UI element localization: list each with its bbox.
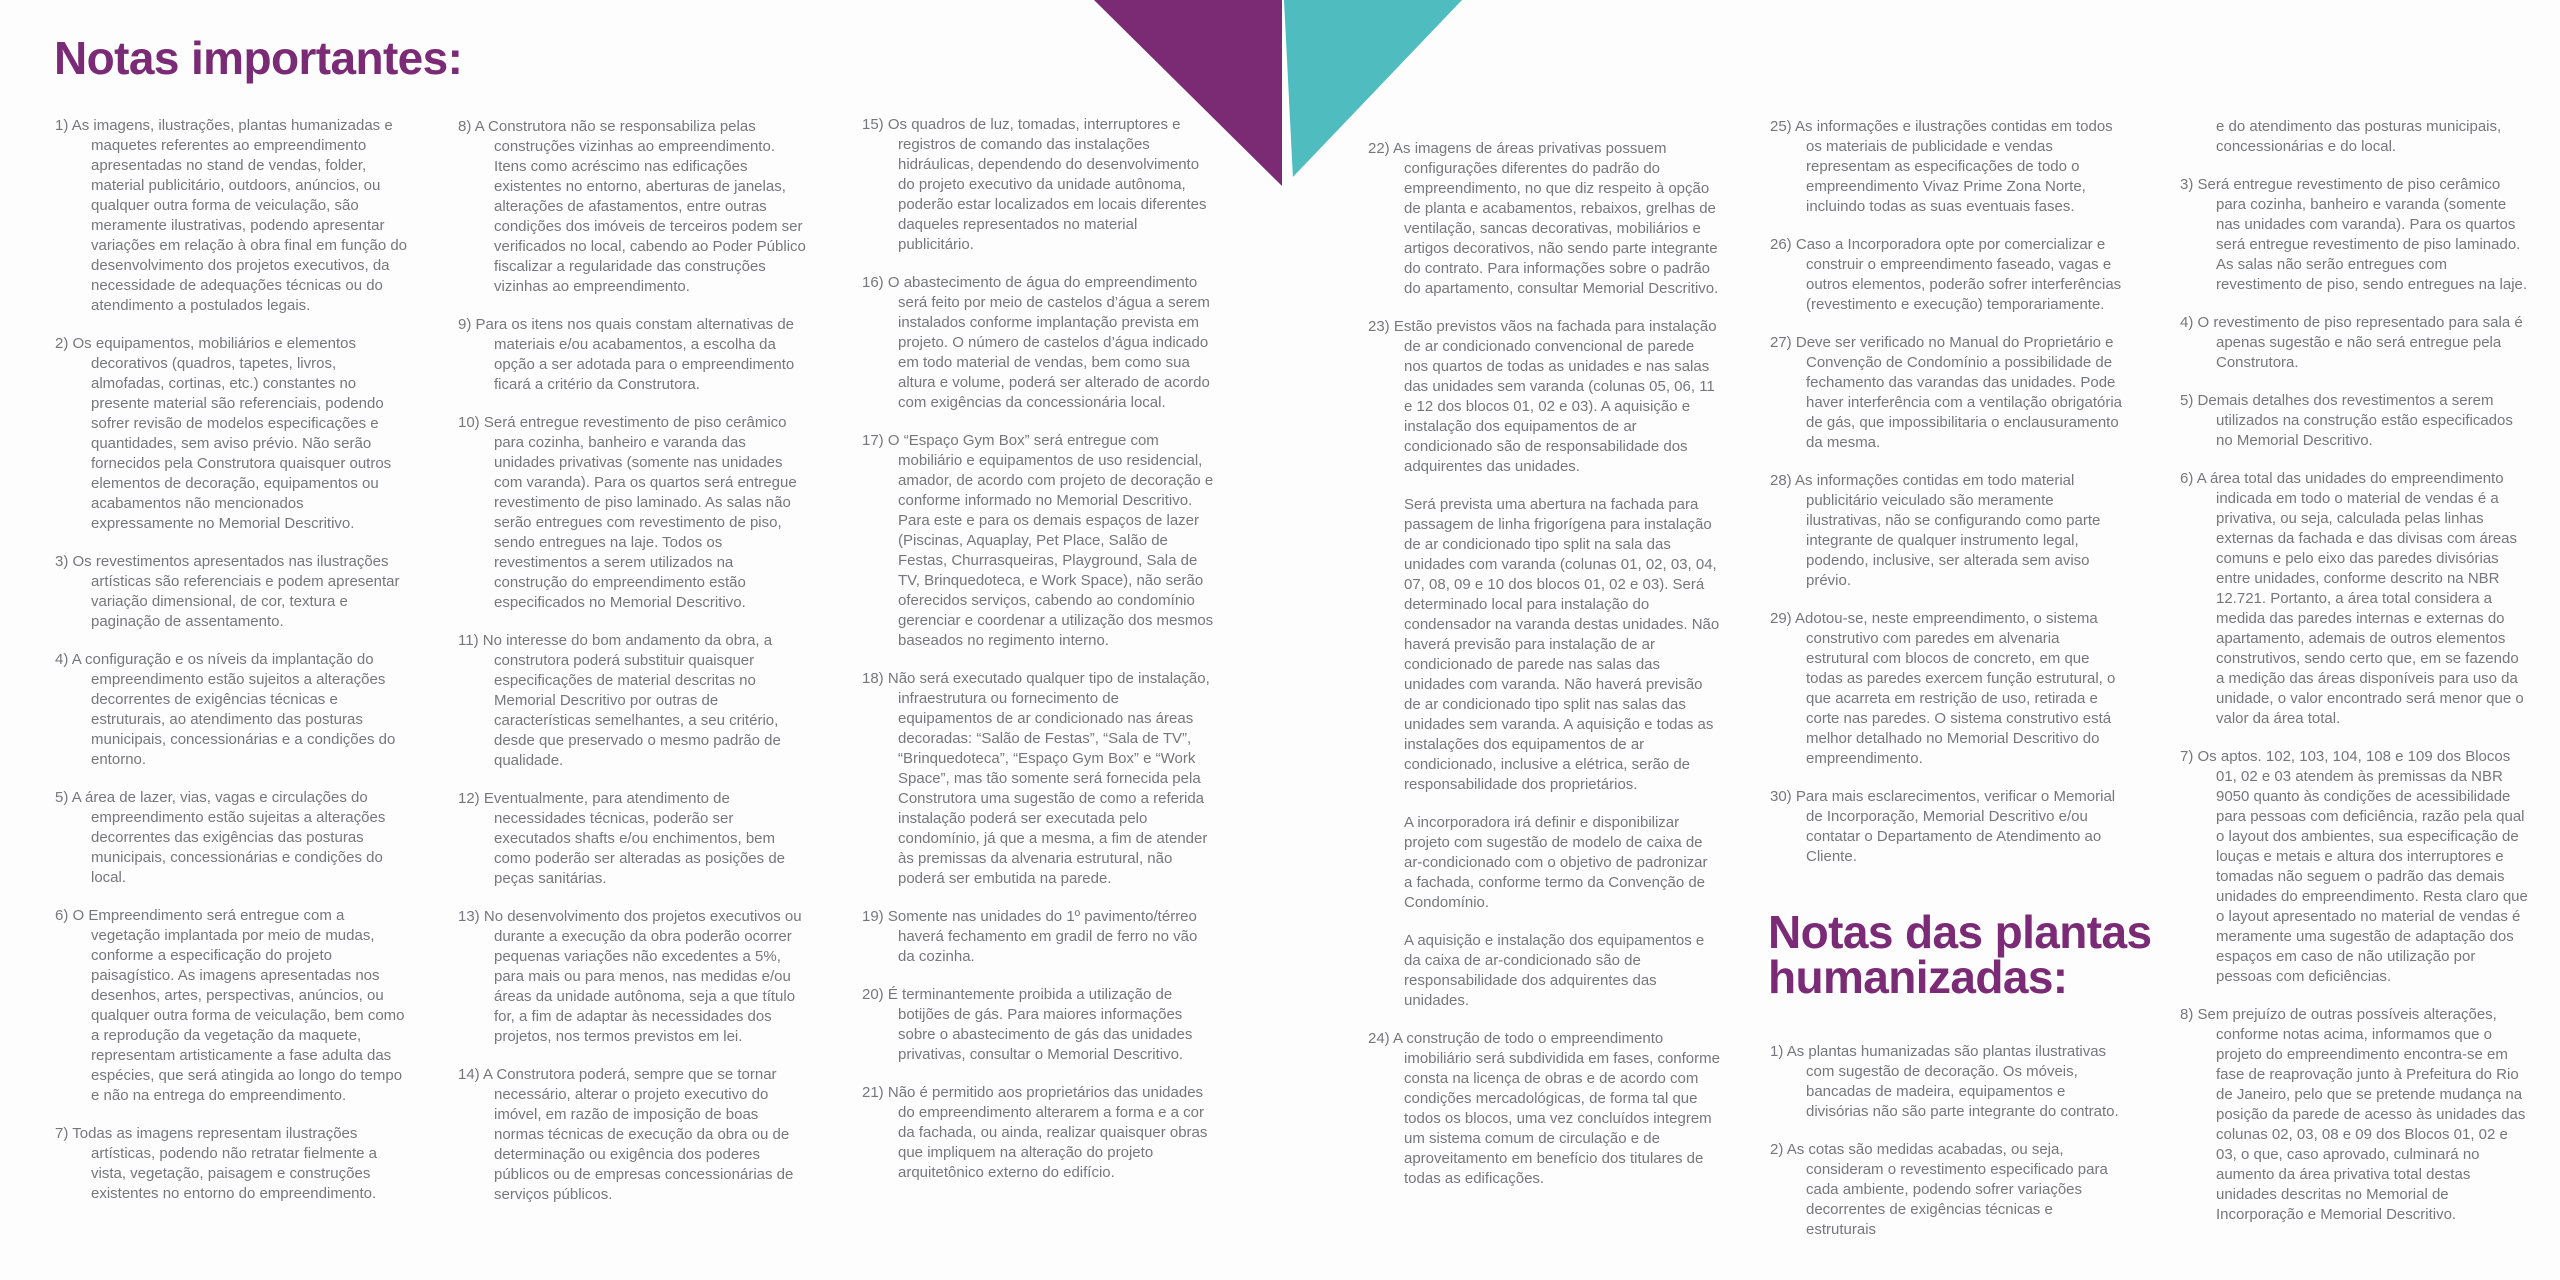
note-number: 2) <box>55 335 69 352</box>
section-title-line1: Notas das plantas <box>1768 906 2152 958</box>
note-text: No desenvolvimento dos projetos executivos ou durante a execução da obra poderão ocorrer pequenas variações não excedentes a 5%, para mais ou para menos, nas medidas e/ou áreas da unidade autônoma, seja a que título for, a fim de adaptar às necessidades dos projetos, nos termos previstos em lei. <box>483 908 802 1045</box>
note-text: Caso a Incorporadora opte por comercializar e construir o empreendimento faseado, vagas e outros elementos, poderão sofrer interferências (revestimento e execução) temporariamente. <box>1795 236 2122 313</box>
page-title: Notas importantes: <box>54 32 463 84</box>
note-item <box>458 117 810 297</box>
note-item <box>2180 175 2528 295</box>
note-item <box>2180 117 2528 157</box>
note-item <box>458 789 810 889</box>
note-text: Será prevista uma abertura na fachada para passagem de linha frigorígena para instalação de ar condicionado tipo split na sala das unidades com varanda (colunas 01, 02, 03, 04, 07, 08, 09 e 10 dos blocos 01, 02 e 03). Será determinado local para instalação do condensador na varanda destas unidades. Não haverá previsão para instalação de ar condicionado de parede nas salas das unidades com varanda. Não haverá previsão de ar condicionado tipo split nas salas das unidades sem varanda. A aquisição e todas as instalações dos equipamentos de ar condicionado, inclusive a elétrica, serão de responsabilidade dos proprietários. <box>1404 496 1720 793</box>
note-number: 12) <box>458 790 480 807</box>
note-text: As informações contidas em todo material publicitário veiculado são meramente ilustrativas, não se configurando como parte integrante de qualquer instrumento legal, podendo, inclusive, ser alterada sem aviso prévio. <box>1795 472 2101 589</box>
note-item <box>458 315 810 395</box>
note-text: Os quadros de luz, tomadas, interruptores e registros de comando das instalações hidráulicas, dependendo do desenvolvimento do projeto executivo da unidade autônoma, poderão estar localizados em locais diferentes daqueles representados no material publicitário. <box>887 116 1207 253</box>
note-number: 21) <box>862 1084 884 1101</box>
note-number: 10) <box>458 414 480 431</box>
section-title-line2: humanizadas: <box>1768 951 2068 1003</box>
note-number: 28) <box>1770 472 1792 489</box>
notes-column-5-plantas <box>1770 1042 2122 1258</box>
note-item <box>55 906 407 1106</box>
note-item <box>1770 471 2122 591</box>
notes-column-4 <box>1368 139 1720 1207</box>
note-text: Somente nas unidades do 1º pavimento/térreo haverá fechamento em gradil de ferro no vão da cozinha. <box>887 908 1198 965</box>
note-number: 5) <box>55 789 69 806</box>
note-item <box>1770 117 2122 217</box>
note-number: 17) <box>862 432 884 449</box>
note-number: 20) <box>862 986 884 1003</box>
notes-column-6 <box>2180 117 2528 1243</box>
note-text: As imagens de áreas privativas possuem configurações diferentes do padrão do empreendimento, no que diz respeito à opção de planta e acabamentos, rebaixos, grelhas de ventilação, sancas decorativas, mobiliários e artigos decorativos, não sendo parte integrante do contrato. Para informações sobre o padrão do apartamento, consultar Memorial Descritivo. <box>1393 140 1719 297</box>
note-item <box>2180 391 2528 451</box>
note-number: 1) <box>55 117 69 134</box>
note-text: Não será executado qualquer tipo de instalação, infraestrutura ou fornecimento de equipamentos de ar condicionado nas áreas decoradas: “Salão de Festas”, “Sala de TV”, “Brinquedoteca”, “Espaço Gym Box” e “Work Space”, mas tão somente será fornecida pela Construtora uma sugestão de como a referida instalação poderá ser executada pelo condomínio, já que a mesma, a fim de atender às premissas da alvenaria estrutural, não poderá ser embutida na parede. <box>887 670 1210 887</box>
note-text: O “Espaço Gym Box” será entregue com mobiliário e equipamentos de uso residencial, amador, de acordo com projeto de decoração e conforme informado no Memorial Descritivo. Para este e para os demais espaços de lazer (Piscinas, Aquaplay, Pet Place, Salão de Festas, Churrasqueiras, Playground, Sala de TV, Brinquedoteca, e Work Space), não serão oferecidos serviços, cabendo ao condomínio gerenciar e coordenar a utilização dos mesmos baseados no regimento interno. <box>887 432 1214 649</box>
note-number: 5) <box>2180 392 2194 409</box>
note-text: A área total das unidades do empreendimento indicada em todo o material de vendas é a privativa, ou seja, calculada pelas linhas externas da fachada e das divisas com áreas comuns e pelo eixo das paredes divisórias entre unidades, conforme descrito na NBR 12.721. Portanto, a área total considera a medida das paredes internas e externas do apartamento, ademais de outros elementos construtivos, sendo certo que, em se fazendo a medição das áreas disponíveis para uso da unidade, o valor encontrado será menor que o valor da área total. <box>2196 470 2524 727</box>
note-number: 22) <box>1368 140 1390 157</box>
note-item <box>1770 235 2122 315</box>
note-number: 29) <box>1770 610 1792 627</box>
note-text: Adotou-se, neste empreendimento, o sistema construtivo com paredes em alvenaria estrutural com blocos de concreto, em que todas as paredes exercem função estrutural, o que acarreta em restrição de uso, retirada e corte nas paredes. O sistema construtivo está melhor detalhado no Memorial Descritivo do empreendimento. <box>1795 610 2116 767</box>
note-text: Todas as imagens representam ilustrações artísticas, podendo não retratar fielmente a vista, vegetação, paisagem e construções existentes no entorno do empreendimento. <box>72 1125 377 1202</box>
note-text: Estão previstos vãos na fachada para instalação de ar condicionado convencional de parede nos quartos de todas as unidades e nas salas das unidades sem varanda (colunas 05, 06, 11 e 12 dos blocos 01, 02 e 03). A aquisição e instalação dos equipamentos de ar condicionado são de responsabilidade dos adquirentes das unidades. <box>1393 318 1717 475</box>
note-number: 2) <box>1770 1141 1784 1158</box>
note-text: É terminantemente proibida a utilização de botijões de gás. Para maiores informações sobre o abastecimento de gás das unidades privativas, consultar o Memorial Descritivo. <box>887 986 1193 1063</box>
note-item <box>1770 333 2122 453</box>
note-number: 3) <box>55 553 69 570</box>
note-number: 27) <box>1770 334 1792 351</box>
note-text: Será entregue revestimento de piso cerâmico para cozinha, banheiro e varanda (somente nas unidades com varanda). Para os quartos será entregue revestimento de piso laminado. As salas não serão entregues com revestimento de piso, sendo entregues na laje. <box>2197 176 2528 293</box>
note-item <box>862 115 1214 255</box>
note-item <box>862 431 1214 651</box>
note-item <box>55 1124 407 1204</box>
note-item <box>1368 931 1720 1011</box>
note-number: 7) <box>55 1125 69 1142</box>
note-text: Sem prejuízo de outras possíveis alterações, conforme notas acima, informamos que o projeto do empreendimento encontra-se em fase de reaprovação junto à Prefeitura do Rio de Janeiro, pelo que se pretende mudança na posição da parede de acesso às unidades das colunas 02, 03, 08 e 09 dos Blocos 01, 02 e 03, o que, caso aprovado, culminará no aumento da área privativa total destas unidades descritas no Memorial de Incorporação e Memorial Descritivo. <box>2197 1006 2526 1223</box>
note-text: Não é permitido aos proprietários das unidades do empreendimento alterarem a forma e a cor da fachada, ou ainda, realizar quaisquer obras que impliquem na alteração do projeto arquitetônico externo do edifício. <box>887 1084 1208 1181</box>
note-item <box>1770 1140 2122 1240</box>
note-item <box>862 273 1214 413</box>
section-title-plantas-humanizadas <box>1768 906 2152 1003</box>
note-number: 4) <box>55 651 69 668</box>
note-text: A Construtora não se responsabiliza pelas construções vizinhas ao empreendimento. Itens como acréscimo nas edificações existentes no entorno, aberturas de janelas, alterações de afastamentos, entre outras condições dos imóveis de terceiros podem ser verificados no local, cabendo ao Poder Público fiscalizar a regularidade das construções vizinhas ao empreendimento. <box>474 118 806 295</box>
note-number: 24) <box>1368 1030 1390 1047</box>
note-text: A incorporadora irá definir e disponibilizar projeto com sugestão de modelo de caixa de ar-condicionado com o objetivo de padronizar a fachada, conforme termo da Convenção de Condomínio. <box>1404 814 1708 911</box>
note-text: A área de lazer, vias, vagas e circulações do empreendimento estão sujeitas a alterações decorrentes das exigências das posturas municipais, concessionárias e condições do local. <box>71 789 386 886</box>
note-item <box>1368 813 1720 913</box>
note-item <box>55 788 407 888</box>
note-number: 13) <box>458 908 480 925</box>
note-text: Eventualmente, para atendimento de necessidades técnicas, poderão ser executados shafts e/ou enchimentos, bem como poderão ser alteradas as posições de peças sanitárias. <box>483 790 786 887</box>
note-item <box>862 985 1214 1065</box>
note-text: As imagens, ilustrações, plantas humanizadas e maquetes referentes ao empreendimento apresentadas no stand de vendas, folder, material publicitário, outdoors, anúncios, ou qualquer outra forma de veiculação, são meramente ilustrativas, podendo apresentar variações em relação à obra final em função do desenvolvimento dos projetos executivos, da necessidade de adequações técnicas ou do atendimento a postulados legais. <box>71 117 408 314</box>
note-text: e do atendimento das posturas municipais, concessionárias e do local. <box>2216 118 2502 155</box>
note-item <box>458 1065 810 1205</box>
note-item <box>862 1083 1214 1183</box>
note-text: Será entregue revestimento de piso cerâmico para cozinha, banheiro e varanda das unidades privativas (somente nas unidades com varanda). Para os quartos será entregue revestimento de piso laminado. As salas não serão entregues com revestimento de piso, sendo entregues na laje. Todos os revestimentos a serem utilizados na construção do empreendimento estão especificados no Memorial Descritivo. <box>483 414 797 611</box>
note-text: A Construtora poderá, sempre que se tornar necessário, alterar o projeto executivo do imóvel, em razão de imposição de boas normas técnicas de execução da obra ou de determinação ou exigência dos poderes públicos ou de empresas concessionárias de serviços públicos. <box>483 1066 794 1203</box>
note-text: Para mais esclarecimentos, verificar o Memorial de Incorporação, Memorial Descritivo e/ou contatar o Departamento de Atendimento ao Cliente. <box>1795 788 2116 865</box>
note-item <box>2180 469 2528 729</box>
note-item <box>55 552 407 632</box>
note-number: 9) <box>458 316 472 333</box>
note-item <box>1368 495 1720 795</box>
note-number: 1) <box>1770 1043 1784 1060</box>
note-item <box>2180 313 2528 373</box>
note-number: 26) <box>1770 236 1792 253</box>
note-item <box>1770 1042 2122 1122</box>
note-item <box>1770 609 2122 769</box>
note-item <box>458 907 810 1047</box>
note-number: 8) <box>2180 1006 2194 1023</box>
note-number: 25) <box>1770 118 1792 135</box>
note-text: As cotas são medidas acabadas, ou seja, consideram o revestimento especificado para cada ambiente, podendo sofrer variações decorrentes de exigências técnicas e estruturais <box>1786 1141 2108 1238</box>
note-text: O Empreendimento será entregue com a vegetação implantada por meio de mudas, conforme a especificação do projeto paisagístico. As imagens apresentadas nos desenhos, artes, perspectivas, anúncios, ou qualquer outra forma de veiculação, bem como a reprodução da vegetação da maquete, representam artisticamente a fase adulta das espécies, que será atingida ao longo do tempo e não na entrega do empreendimento. <box>72 907 405 1104</box>
note-item <box>862 669 1214 889</box>
note-text: O abastecimento de água do empreendimento será feito por meio de castelos d’água a serem instalados conforme implantação prevista em projeto. O número de castelos d’água indicado em todo material de vendas, bem como sua altura e volume, poderá ser alterado de acordo com exigências da concessionária local. <box>887 274 1210 411</box>
note-item <box>55 650 407 770</box>
note-item <box>2180 1005 2528 1225</box>
note-item <box>862 907 1214 967</box>
note-number: 6) <box>55 907 69 924</box>
note-number: 15) <box>862 116 884 133</box>
note-text: A aquisição e instalação dos equipamentos e da caixa de ar-condicionado são de responsabilidade dos adquirentes das unidades. <box>1404 932 1705 1009</box>
note-number: 30) <box>1770 788 1792 805</box>
note-item <box>1368 139 1720 299</box>
note-text: A configuração e os níveis da implantação do empreendimento estão sujeitos a alterações decorrentes de exigências técnicas e estruturais, ao atendimento das posturas municipais, concessionárias e a condições do entorno. <box>71 651 396 768</box>
note-number: 18) <box>862 670 884 687</box>
note-item <box>1368 1029 1720 1189</box>
note-text: As plantas humanizadas são plantas ilustrativas com sugestão de decoração. Os móveis, bancadas de madeira, equipamentos e divisórias não são parte integrante do contrato. <box>1786 1043 2119 1120</box>
note-text: O revestimento de piso representado para sala é apenas sugestão e não será entregue pela Construtora. <box>2197 314 2523 371</box>
note-text: Os equipamentos, mobiliários e elementos decorativos (quadros, tapetes, livros, almofadas, cortinas, etc.) constantes no presente material são referenciais, podendo sofrer revisão de modelos especificações e quantidades, sem aviso prévio. Não serão fornecidos pela Construtora quaisquer outros elementos de decoração, equipamentos ou acabamentos não mencionados expressamente no Memorial Descritivo. <box>72 335 392 532</box>
note-text: Os aptos. 102, 103, 104, 108 e 109 dos Blocos 01, 02 e 03 atendem às premissas da NBR 9050 quanto às condições de acessibilidade para pessoas com deficiência, razão pela qual o layout dos ambientes, sua especificação de louças e metais e altura dos interruptores e tomadas não seguem o padrão das demais unidades do empreendimento. Resta claro que o layout apresentado no material de vendas é meramente uma sugestão de adaptação dos espaços em caso de não utilização por pessoas com deficiências. <box>2197 748 2528 985</box>
notes-column-3 <box>862 115 1214 1201</box>
note-text: Demais detalhes dos revestimentos a serem utilizados na construção estão especificados no Memorial Descritivo. <box>2197 392 2513 449</box>
note-item <box>2180 747 2528 987</box>
note-number: 19) <box>862 908 884 925</box>
notes-column-5-upper <box>1770 117 2122 885</box>
note-item <box>55 116 407 316</box>
note-number: 11) <box>458 632 479 649</box>
note-number: 3) <box>2180 176 2194 193</box>
note-number: 7) <box>2180 748 2194 765</box>
note-number: 23) <box>1368 318 1390 335</box>
note-text: As informações e ilustrações contidas em todos os materiais de publicidade e vendas representam as especificações de todo o empreendimento Vivaz Prime Zona Norte, incluindo todas as suas eventuais fases. <box>1795 118 2113 215</box>
note-text: Deve ser verificado no Manual do Proprietário e Convenção de Condomínio a possibilidade de fechamento das varandas das unidades. Pode haver interferência com a ventilação obrigatória de gás, que impossibilitaria o enclausuramento da mesma. <box>1795 334 2123 451</box>
note-number: 4) <box>2180 314 2194 331</box>
notes-column-1 <box>55 116 407 1222</box>
note-item <box>55 334 407 534</box>
note-number: 14) <box>458 1066 480 1083</box>
note-text: No interesse do bom andamento da obra, a construtora poderá substituir quaisquer especificações de material descritas no Memorial Descritivo por outras de características semelhantes, a seu critério, desde que preservado o mesmo padrão de qualidade. <box>482 632 781 769</box>
note-item <box>458 631 810 771</box>
note-text: Os revestimentos apresentados nas ilustrações artísticas são referenciais e podem apresentar variação dimensional, de cor, textura e paginação de assentamento. <box>72 553 400 630</box>
note-item <box>1770 787 2122 867</box>
note-text: Para os itens nos quais constam alternativas de materiais e/ou acabamentos, a escolha da opção a ser adotada para o empreendimento ficará a critério da Construtora. <box>475 316 795 393</box>
note-number: 6) <box>2180 470 2194 487</box>
note-number: 8) <box>458 118 472 135</box>
note-item <box>1368 317 1720 477</box>
note-text: A construção de todo o empreendimento imobiliário será subdividida em fases, conforme consta na licença de obras e de acordo com condições mercadológicas, de forma tal que todos os blocos, uma vez concluídos integrem um sistema comum de circulação e de aproveitamento em benefício dos titulares de todas as edificações. <box>1393 1030 1720 1187</box>
note-number: 16) <box>862 274 884 291</box>
note-item <box>458 413 810 613</box>
notes-column-2 <box>458 117 810 1223</box>
